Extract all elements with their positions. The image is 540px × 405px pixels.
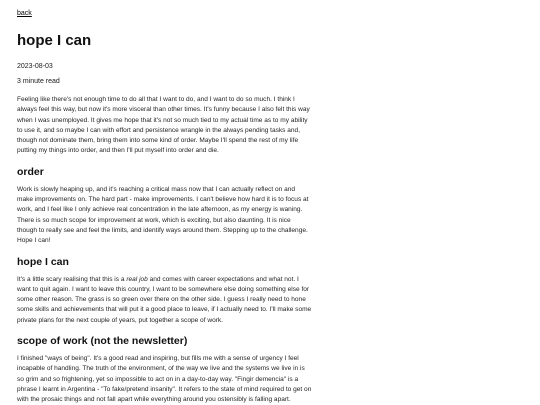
paragraph-line: want to quit again. I want to leave this country, I want to be somewhere else doing something else for <box>17 285 310 293</box>
article <box>17 0 323 405</box>
read-time: 3 minute read <box>17 78 60 85</box>
order-paragraph <box>17 185 323 247</box>
paragraph-line: some skills and achievements that will put it a good place to leave, if I actually need to. I'll make some <box>17 306 312 314</box>
paragraph-line: phrase I learnt in Argentina - "To fake/pretend insanity". It refers to the state of mind required to get on <box>17 385 312 393</box>
paragraph-line: some other reason. The grass is so green over there on the other side. I guess I really need to hone <box>17 296 306 304</box>
paragraph-line: There is so much scope for improvement at work, which is exciting, but also daunting. It is nice <box>17 216 291 224</box>
paragraph-line: with the prosaic things and not fall apart while everything around you ostensibly is falling apart. <box>17 396 291 404</box>
paragraph-line: always feel this way, but now it's more visceral than other times. It's funny because I also felt this way <box>17 106 310 114</box>
emphasis-real-job: real job <box>126 275 148 283</box>
paragraph-line: Work is slowly heaping up, and it's reaching a critical mass now that I can actually reflect on and <box>17 185 296 193</box>
hope-i-can-paragraph <box>17 275 323 326</box>
paragraph-line: Feeling like there's not enough time to do all that I want to do, and I want to do so much. I think I <box>17 96 295 103</box>
paragraph-line: when I was unemployed. It gives me hope that it's not so much tied to my actual time as to my ability <box>17 116 308 124</box>
section-heading-hope-i-can: hope I can <box>17 255 69 268</box>
paragraph-line: incapable of handling. The truth of the environment, of the way we live and the systems we live in is <box>17 365 305 373</box>
section-heading-scope-of-work: scope of work (not the newsletter) <box>17 335 188 348</box>
line-text-after-emphasis: and comes with career expectations and what not. I <box>147 275 299 283</box>
paragraph-line: to use it, and so maybe I can with effort and persistence wrangle in the always pending tasks and, <box>17 126 301 134</box>
back-link[interactable]: back <box>17 10 32 17</box>
paragraph-line: so grim and so frightening, yet so impossible to act on in a day-to-day way. "Fingir demencia" is a <box>17 375 299 383</box>
paragraph-line <box>17 275 323 285</box>
paragraph-line: putting my things into order, and then I'll put myself into order and die. <box>17 147 219 155</box>
paragraph-line: though not dominate them, bring them into some kind of order. Maybe I'll spend the rest of my life <box>17 137 299 145</box>
scope-of-work-paragraph <box>17 354 323 405</box>
paragraph-line: Hope I can! <box>17 237 51 245</box>
paragraph-line: work, and I feel like I only achieve real concentration in the late afternoon, as my energy is waning. <box>17 206 303 214</box>
paragraph-line: private plans for the next couple of years, put together a scope of work. <box>17 316 223 324</box>
section-heading-order: order <box>17 165 44 178</box>
intro-paragraph <box>17 95 323 157</box>
post-date: 2023-08-03 <box>17 63 53 70</box>
line-text-before-emphasis: It's a little scary realising that this is a <box>17 275 127 283</box>
paragraph-line: though to really see and feel the limits, and identify ways around them. Stepping up to the challenge. <box>17 226 308 234</box>
page-title: hope I can <box>17 32 92 49</box>
paragraph-line: I finished "ways of being". It's a good read and inspiring, but fills me with a sense of urgency I feel <box>17 355 299 363</box>
paragraph-line: make improvements on. The hard part - make improvements. I can't believe how hard it is to focus at <box>17 196 309 204</box>
